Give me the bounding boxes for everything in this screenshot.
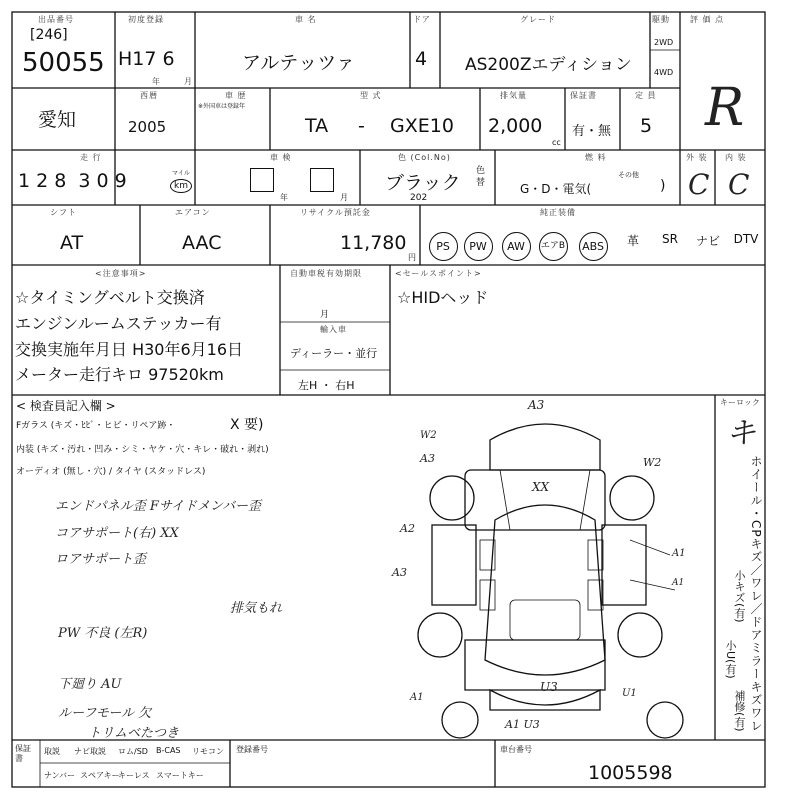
side-extra-2: 小U(有) xyxy=(724,640,737,679)
bottom-cell-5: リモコン xyxy=(192,747,224,756)
doors: 4 xyxy=(415,48,428,70)
mark-left-a3: A3 xyxy=(392,566,407,579)
handwritten-8: トリムベたつき xyxy=(88,726,180,741)
interior-label: 内 装 xyxy=(725,153,747,162)
fuel: G・D・電気( xyxy=(520,182,592,196)
mark-rear-u3: U3 xyxy=(540,680,558,694)
interior: C xyxy=(728,168,750,201)
mark-rr-u1: U1 xyxy=(622,688,637,699)
side-vertical-text: ホイール・CPキズ／ワレ／ドアミラーキズワレ xyxy=(749,455,763,733)
handwritten-3: ロアサポート歪 xyxy=(55,552,147,567)
recycle: 11,780 xyxy=(340,232,407,254)
aircon: AAC xyxy=(182,232,222,254)
shift: AT xyxy=(60,232,84,254)
fuel-other: その他 xyxy=(618,171,639,179)
registration-label: 登録番号 xyxy=(236,745,268,754)
inspection-year-unit: 年 xyxy=(280,193,288,202)
handwritten-1: エンドパネル歪 Fサイドメンバー歪 xyxy=(55,499,261,514)
recycle-label: リサイクル預託金 xyxy=(300,208,371,217)
handwritten-4: 排気もれ xyxy=(230,601,283,616)
inspector-glass: Fガラス (キズ・ﾋﾋﾞ・ヒビ・リペア跡・ xyxy=(16,421,176,431)
color-code: 202 xyxy=(410,193,428,203)
equip-sr: SR xyxy=(662,232,678,246)
warranty-label: 保証書 xyxy=(570,91,597,100)
caution-line-2: エンジンルームステッカー有 xyxy=(15,314,222,333)
color-label: 色 (Col.No) xyxy=(398,153,451,162)
cc-unit: cc xyxy=(552,138,561,147)
chassis-label: 車台番号 xyxy=(500,745,532,754)
tax-label: 自動車税有効期限 xyxy=(290,269,362,278)
score: R xyxy=(705,78,745,138)
seats-label: 定 員 xyxy=(635,91,657,100)
lot-tag: [246] xyxy=(30,27,68,43)
warranty: 有・無 xyxy=(572,124,612,139)
exterior-label: 外 装 xyxy=(686,153,708,162)
type-dash: - xyxy=(358,115,365,137)
key-lock-label: キーロック xyxy=(720,398,760,407)
bottom-cell2-4: スマートキー xyxy=(156,771,204,780)
bottom-doc-label: 保証書 xyxy=(15,744,31,763)
venue-label: 出品番号 xyxy=(38,15,74,24)
cc-label: 排気量 xyxy=(500,91,527,100)
fuel-label: 燃 料 xyxy=(585,153,607,162)
bottom-cell-2: ナビ取説 xyxy=(74,747,106,756)
inspection-month-box[interactable] xyxy=(310,168,334,192)
region: 愛知 xyxy=(38,109,77,131)
exterior: C xyxy=(688,168,710,201)
mark-right-a1: A1 xyxy=(672,548,686,559)
bottom-cell2-1: ナンバー xyxy=(44,771,76,780)
equip-ps: PS xyxy=(429,232,458,261)
yen-unit: 円 xyxy=(408,253,416,262)
equip-dtv: DTV xyxy=(733,232,759,246)
car-name: アルテッツァ xyxy=(242,52,356,74)
caution-line-1: ☆タイミングベルト交換済 xyxy=(15,288,205,307)
fuel-close: ) xyxy=(660,178,666,194)
score-label: 評 価 点 xyxy=(690,15,725,24)
shift-label: シフト xyxy=(50,208,77,217)
handle-value: 左H ・ 右H xyxy=(298,379,355,392)
bottom-cell-1: 取説 xyxy=(44,747,60,756)
seats: 5 xyxy=(640,115,653,137)
mark-hood: XX xyxy=(532,480,550,494)
year-unit: 年 xyxy=(152,77,161,86)
inspection-year-box[interactable] xyxy=(250,168,274,192)
inspector-interior: 内装 (キズ・汚れ・凹み・シミ・ヤケ・穴・キレ・破れ・剥れ) xyxy=(16,445,269,455)
import-label: 輸入車 xyxy=(320,325,347,334)
equipment-label: 純正装備 xyxy=(540,208,576,217)
handwritten-6: 下廻り AU xyxy=(58,677,122,692)
color-change: 色替 xyxy=(476,166,486,188)
equip-aw: AW xyxy=(502,232,531,261)
mileage-unit-km: km xyxy=(170,179,192,193)
sales-point: ☆HIDヘッド xyxy=(397,288,489,307)
equip-leather: 革 xyxy=(626,234,639,248)
type-label: 型 式 xyxy=(360,91,382,100)
bottom-cell-4: B-CAS xyxy=(156,746,181,755)
first-reg: H17 6 xyxy=(118,48,175,70)
key-mark: キ xyxy=(726,416,756,451)
sales-label: <セールスポイント> xyxy=(395,269,482,278)
mark-fr-w: W2 xyxy=(643,456,662,469)
equip-airbag: エアB xyxy=(539,232,568,261)
first-reg-label: 初度登録 xyxy=(128,15,164,24)
doors-label: ドア xyxy=(413,15,431,24)
import-value: ディーラー・並行 xyxy=(290,347,378,360)
tax-month: 月 xyxy=(320,310,330,320)
mileage-unit-mile: マイル xyxy=(172,170,190,177)
mark-rear-bumper: A1 U3 xyxy=(505,718,540,731)
inspector-label: < 検査員記入欄 > xyxy=(16,399,116,413)
inspection-month-unit: 月 xyxy=(340,193,348,202)
handwritten-7: ルーフモール 欠 xyxy=(58,706,152,721)
model-year: 2005 xyxy=(128,118,167,136)
equip-pw: PW xyxy=(464,232,493,261)
mark-left-a2: A2 xyxy=(400,522,415,535)
bottom-cell2-3: キーレス xyxy=(118,771,150,780)
drive-4wd: 4WD xyxy=(654,68,674,77)
grade-label: グレード xyxy=(520,15,556,24)
drive-label: 駆動 xyxy=(652,15,670,24)
equip-navi: ナビ xyxy=(695,234,720,248)
inspector-glass-mark: X 要) xyxy=(230,417,264,433)
history-label: 車 歴 xyxy=(225,91,247,100)
history-note: ※外国車は登録年 xyxy=(198,103,246,110)
caution-line-4: メーター走行キロ 97520km xyxy=(15,365,224,384)
month-unit: 月 xyxy=(184,77,193,86)
type-prefix: TA xyxy=(305,115,329,137)
drive-2wd: 2WD xyxy=(654,38,674,47)
equip-abs: ABS xyxy=(579,232,608,261)
mark-fl-a: A3 xyxy=(420,452,435,465)
inspector-audio: オーディオ (無し・穴) / タイヤ (スタッドレス) xyxy=(16,467,206,477)
side-extra-3: 補修(有) xyxy=(733,690,746,732)
bottom-cell-3: ロム/SD xyxy=(118,747,148,756)
caution-line-3: 交換実施年月日 H30年6月16日 xyxy=(15,340,244,359)
bottom-cell2-2: スペアキー xyxy=(80,771,120,780)
side-extra-1: 小キズ(有) xyxy=(733,570,746,623)
lot-number: 50055 xyxy=(22,48,105,78)
handwritten-2: コアサポート(右) XX xyxy=(55,526,179,541)
mileage: 1 2 8 3 0 9 xyxy=(18,170,127,192)
mark-rl-a1: A1 xyxy=(410,692,424,703)
chassis-number: 1005598 xyxy=(588,762,673,784)
type-code: GXE10 xyxy=(390,115,454,137)
mark-front: A3 xyxy=(528,398,545,412)
mileage-label: 走 行 xyxy=(80,153,102,162)
handwritten-5: PW 不良 (左R) xyxy=(58,626,148,641)
displacement: 2,000 xyxy=(488,115,543,137)
car-name-label: 車 名 xyxy=(295,15,317,24)
caution-label: <注意事項> xyxy=(95,269,147,278)
model-year-label: 西暦 xyxy=(140,91,158,100)
inspection-label: 車 検 xyxy=(270,153,292,162)
mark-fl-w: W2 xyxy=(420,430,437,441)
mark-right-a1b: A1 xyxy=(672,578,685,588)
aircon-label: エアコン xyxy=(175,208,211,217)
color: ブラック xyxy=(385,172,461,194)
grade: AS200Zエディション xyxy=(465,55,632,75)
